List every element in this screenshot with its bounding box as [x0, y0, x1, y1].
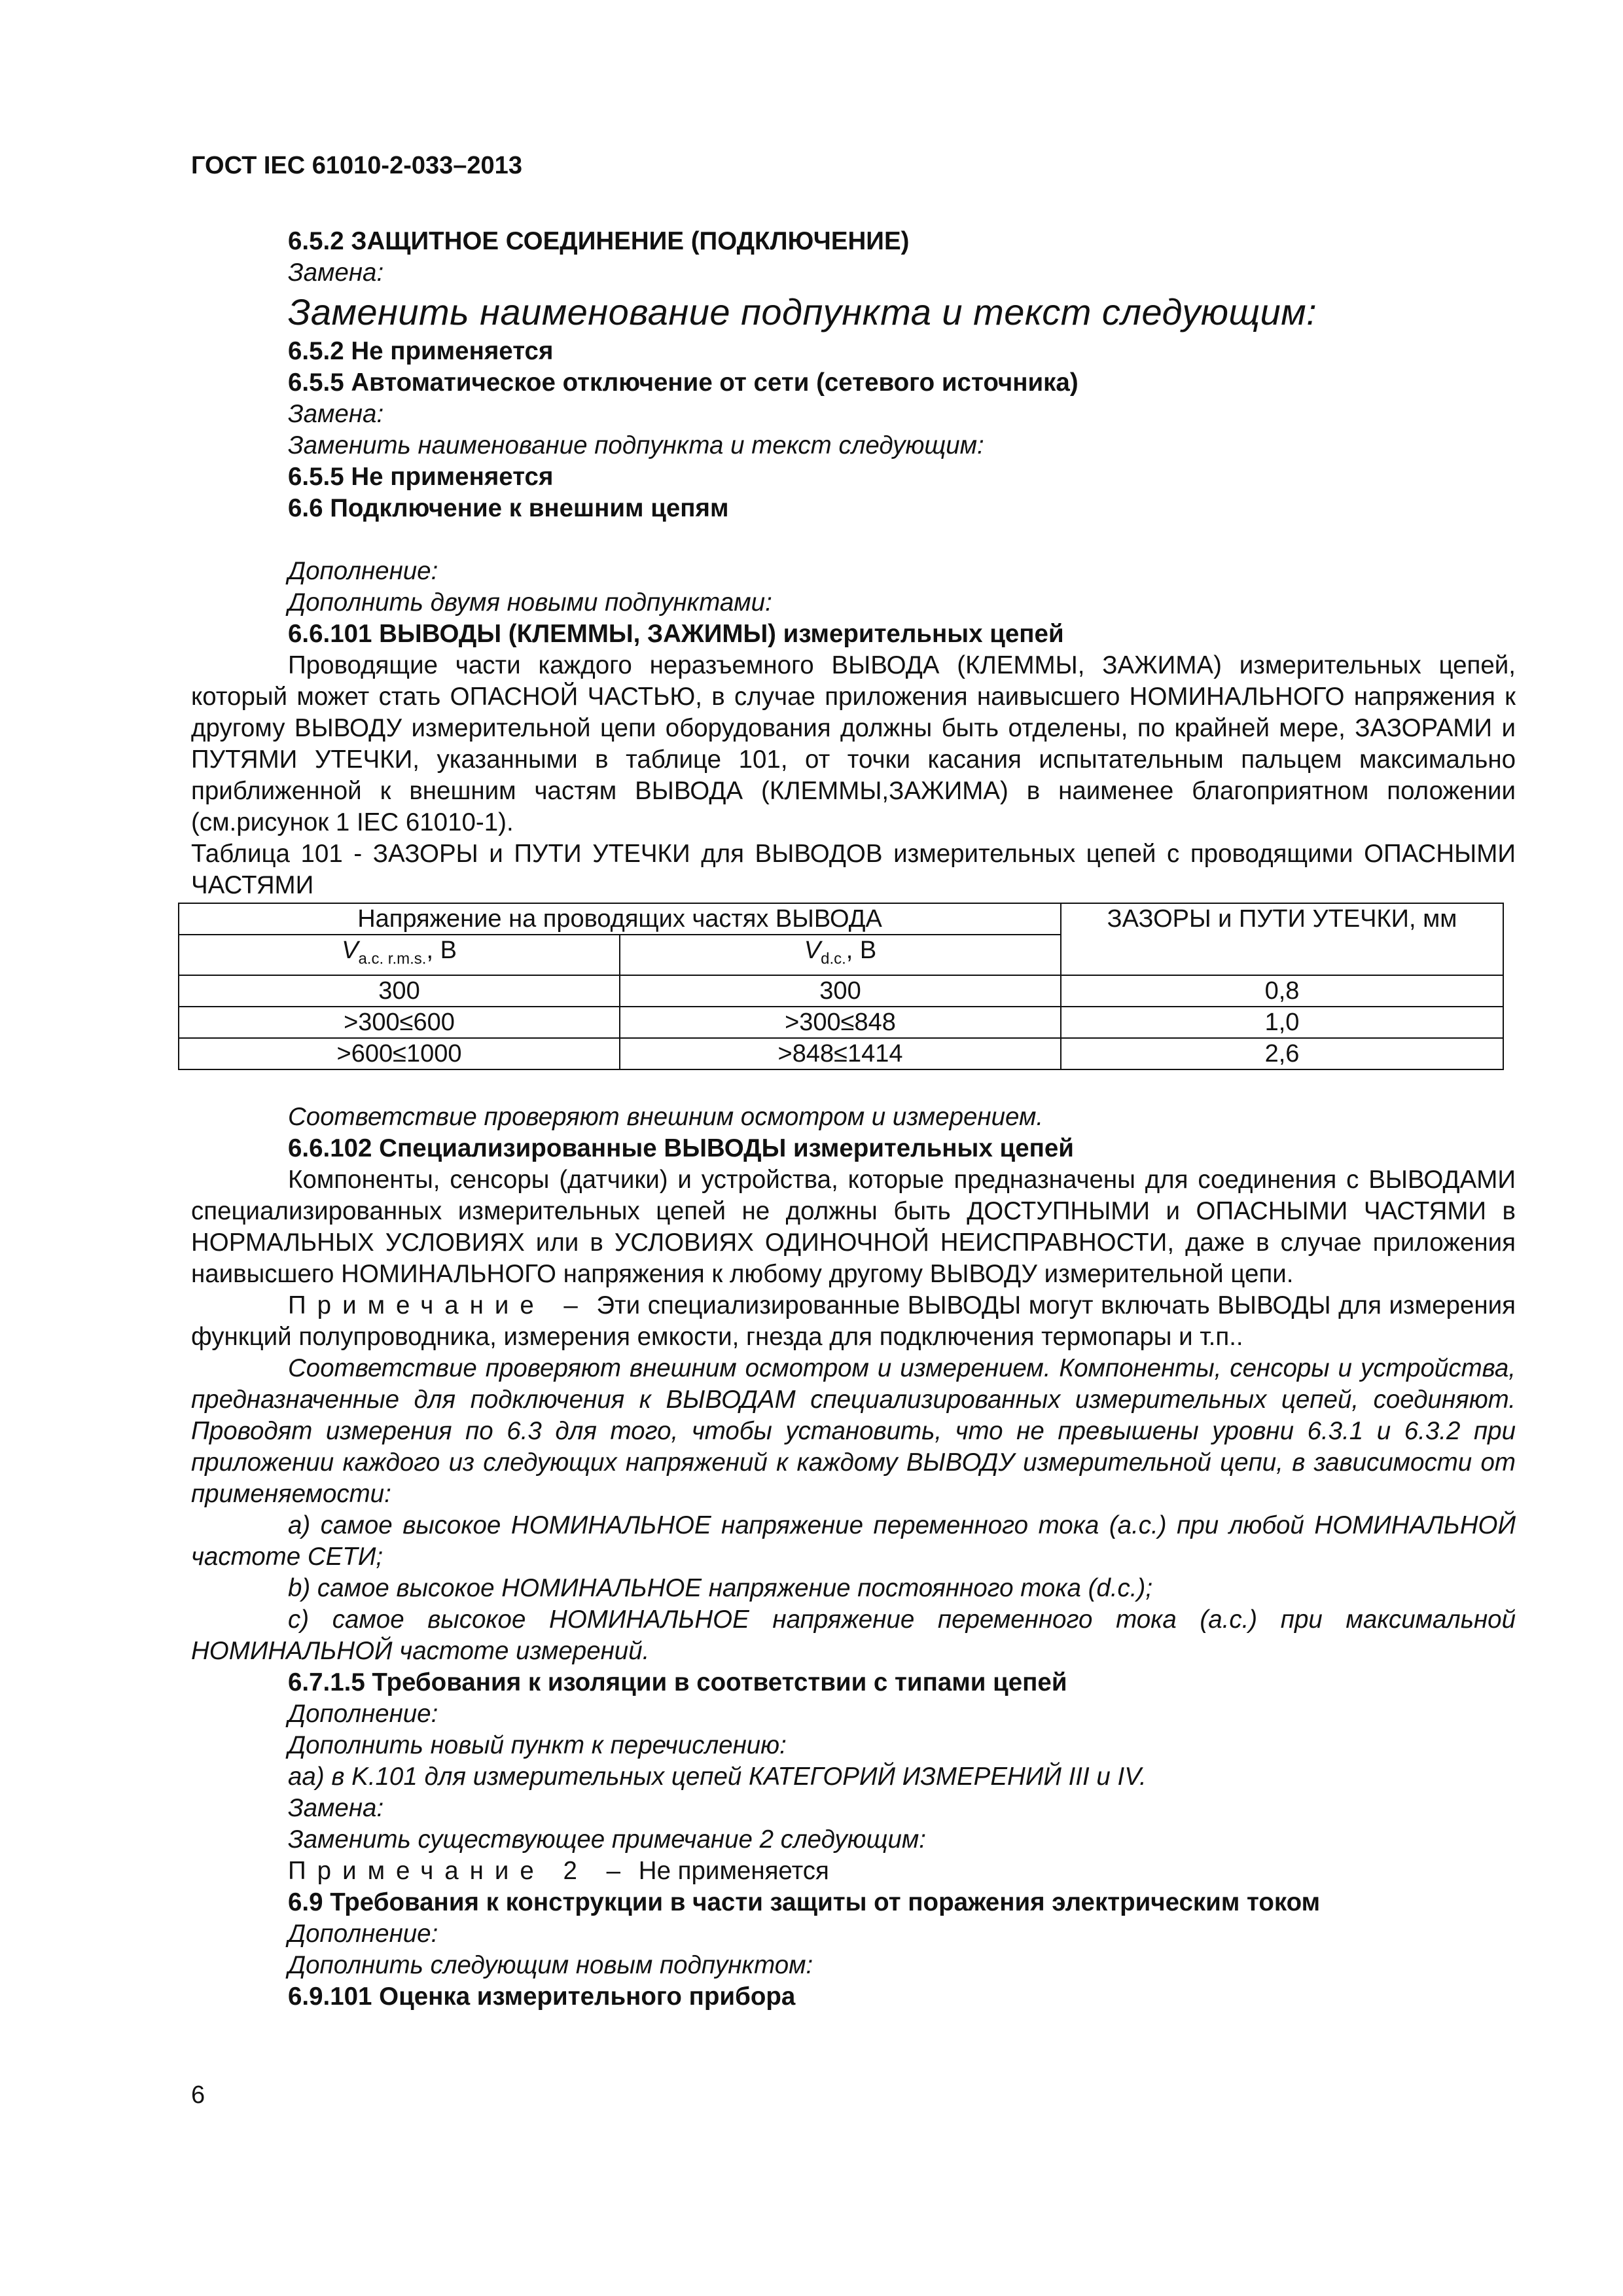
table-head-voltage: Напряжение на проводящих частях ВЫВОДА: [179, 903, 1061, 935]
replacement-text: 6.5.5 Не применяется: [288, 463, 554, 491]
change-type: Замена:: [288, 1793, 384, 1822]
table-row: [179, 975, 1503, 1007]
spacer: [191, 1070, 1516, 1102]
table-row: [179, 1038, 1503, 1069]
list-item-aa: aa) в K.101 для измерительных цепей КАТЕГОРИЙ ИЗМЕРЕНИЙ III и IV.: [288, 1762, 1147, 1791]
change-instruction: Дополнить новый пункт к перечислению:: [288, 1731, 787, 1759]
unit-label: , В: [426, 937, 457, 964]
change-type: Замена:: [288, 259, 384, 287]
page-body: [191, 226, 1516, 2013]
compliance-text: Соответствие проверяют внешним осмотром и измерением. Компоненты, сенсоры и устройства, предназначенные для подключения к ВЫВОДАМ специализированных измерительных цепей, соединяют. Проводят измерения по 6.3 для того, чтобы установить, что не превышены уровни 6.3.1 и 6.3.2 при приложении каждого из следующих напряжений к каждому ВЫВОДУ измерительной цепи, в зависимости от применяемости:: [191, 1354, 1516, 1508]
section-6-9-101-title: 6.9.101 Оценка измерительного прибора: [288, 1982, 796, 2011]
change-instruction: Заменить наименование подпункта и текст следующим:: [288, 291, 1317, 332]
change-instruction: Заменить существующее примечание 2 следующим:: [288, 1825, 926, 1854]
section-6-9-title: 6.9 Требования к конструкции в части защиты от поражения электрическим током: [288, 1888, 1321, 1916]
replacement-text: 6.5.2 Не применяется: [288, 337, 554, 365]
table-row: [179, 1007, 1503, 1038]
change-type: Дополнение:: [288, 557, 438, 585]
subscript-ac: a.c. r.m.s.: [358, 950, 427, 968]
section-6-6-title: 6.6 Подключение к внешним цепям: [288, 494, 729, 522]
table-101: [178, 903, 1504, 1070]
table-cell: 300: [179, 975, 620, 1007]
section-6-5-5-title: 6.5.5 Автоматическое отключение от сети (сетевого источника): [288, 368, 1079, 397]
change-instruction: Заменить наименование подпункта и текст следующим:: [288, 431, 984, 459]
table-head-clearance: ЗАЗОРЫ и ПУТИ УТЕЧКИ, мм: [1061, 903, 1503, 975]
subscript-dc: d.c.: [821, 950, 846, 968]
compliance-text: Соответствие проверяют внешним осмотром и измерением.: [288, 1102, 1044, 1131]
spacer: [191, 524, 1516, 556]
change-instruction: Дополнить следующим новым подпунктом:: [288, 1950, 813, 1979]
table-head-dc: [620, 935, 1061, 975]
section-6-6-101-title: 6.6.101 ВЫВОДЫ (КЛЕММЫ, ЗАЖИМЫ) измерительных цепей: [288, 620, 1064, 648]
symbol-v: V: [804, 937, 821, 964]
change-type: Дополнение:: [288, 1919, 438, 1948]
unit-label: , В: [846, 937, 877, 964]
list-item-a: a) самое высокое НОМИНАЛЬНОЕ напряжение переменного тока (a.c.) при любой НОМИНАЛЬНОЙ частоте СЕТИ;: [191, 1511, 1516, 1571]
note-text: Эти специализированные ВЫВОДЫ могут включать ВЫВОДЫ для измерения функций полупроводника, измерения емкости, гнезда для подключения термопары и т.п..: [191, 1291, 1516, 1351]
section-6-6-102-title: 6.6.102 Специализированные ВЫВОДЫ измерительных цепей: [288, 1134, 1074, 1162]
table-cell: >848≤1414: [620, 1038, 1061, 1069]
change-type: Замена:: [288, 400, 384, 428]
note-label: Примечание 2 –: [288, 1856, 632, 1885]
list-item-b: b) самое высокое НОМИНАЛЬНОЕ напряжение постоянного тока (d.c.);: [288, 1573, 1153, 1602]
change-instruction: Дополнить двумя новыми подпунктами:: [288, 588, 772, 617]
note-label: Примечание –: [288, 1291, 589, 1319]
note: [191, 1856, 1516, 1887]
change-type: Дополнение:: [288, 1699, 438, 1728]
table-101-caption: Таблица 101 - ЗАЗОРЫ и ПУТИ УТЕЧКИ для ВЫВОДОВ измерительных цепей с проводящими ОПАСНЫМИ ЧАСТЯМИ: [191, 840, 1516, 899]
table-cell: >300≤848: [620, 1007, 1061, 1038]
table-cell: 2,6: [1061, 1038, 1503, 1069]
note-text: Не применяется: [638, 1856, 829, 1885]
section-6-7-1-5-title: 6.7.1.5 Требования к изоляции в соответствии с типами цепей: [288, 1668, 1067, 1696]
section-6-6-101-text: Проводящие части каждого неразъемного ВЫВОДА (КЛЕММЫ, ЗАЖИМА) измерительных цепей, который может стать ОПАСНОЙ ЧАСТЬЮ, в случае приложения наивысшего НОМИНАЛЬНОГО напряжения к другому ВЫВОДУ измерительной цепи оборудования должны быть отделены, по крайней мере, ЗАЗОРАМИ и ПУТЯМИ УТЕЧКИ, указанными в таблице 101, от точки касания испытательным пальцем максимально приближенной к внешним частям ВЫВОДА (КЛЕММЫ,ЗАЖИМА) в наименее благоприятном положении (см.рисунок 1 IEC 61010-1).: [191, 651, 1516, 836]
section-6-6-102-text: Компоненты, сенсоры (датчики) и устройства, которые предназначены для соединения с ВЫВОДАМИ специализированных измерительных цепей не должны быть ДОСТУПНЫМИ и ОПАСНЫМИ ЧАСТЯМИ в НОРМАЛЬНЫХ УСЛОВИЯХ или в УСЛОВИЯХ ОДИНОЧНОЙ НЕИСПРАВНОСТИ, даже в случае приложения наивысшего НОМИНАЛЬНОГО напряжения к любому другому ВЫВОДУ измерительной цепи.: [191, 1165, 1516, 1288]
table-head-ac: [179, 935, 620, 975]
page-number: 6: [191, 2081, 205, 2109]
document-header: ГОСТ IEC 61010-2-033–2013: [191, 152, 522, 179]
list-item-c: c) самое высокое НОМИНАЛЬНОЕ напряжение переменного тока (a.c.) при максимальной НОМИНАЛЬНОЙ частоте измерений.: [191, 1605, 1516, 1665]
table-cell: 300: [620, 975, 1061, 1007]
table-cell: >300≤600: [179, 1007, 620, 1038]
table-cell: >600≤1000: [179, 1038, 620, 1069]
symbol-v: V: [342, 937, 359, 964]
note: [191, 1290, 1516, 1353]
section-6-5-2-title: 6.5.2 ЗАЩИТНОЕ СОЕДИНЕНИЕ (ПОДКЛЮЧЕНИЕ): [288, 227, 910, 255]
table-cell: 1,0: [1061, 1007, 1503, 1038]
table-cell: 0,8: [1061, 975, 1503, 1007]
